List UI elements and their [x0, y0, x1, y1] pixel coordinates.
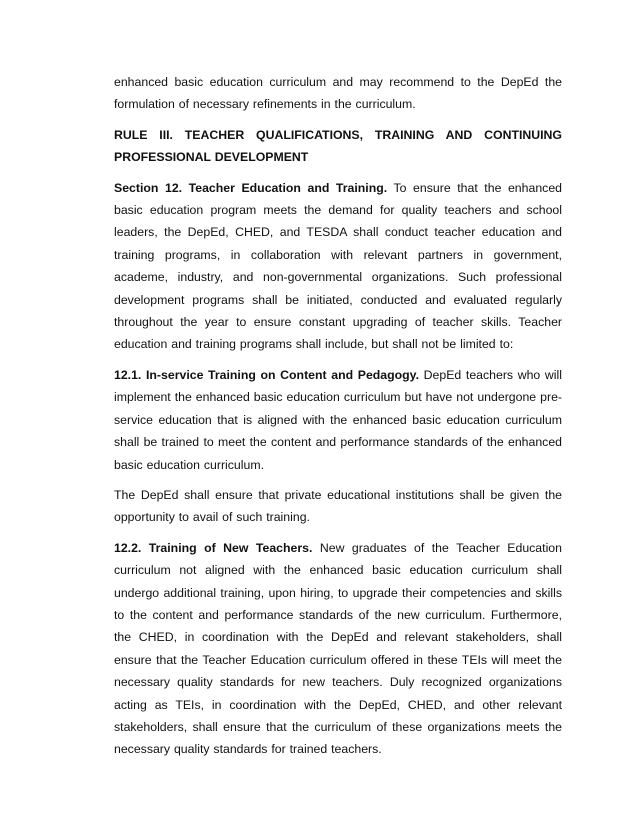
subsection-12-1-paragraph	[114, 364, 562, 476]
subsection-12-1-body: DepEd teachers who will implement the enhanced basic education curriculum but have not undergone pre-service education that is aligned with the enhanced basic education curriculum shall be trained to meet the content and performance standards of the enhanced basic education curriculum.	[114, 367, 562, 472]
document-body	[114, 71, 562, 761]
subsection-12-2-heading: 12.2. Training of New Teachers.	[114, 540, 313, 555]
subsection-12-1-heading: 12.1. In-service Training on Content and Pedagogy.	[114, 367, 420, 382]
section-12-heading: Section 12. Teacher Education and Training.	[114, 180, 388, 195]
section-12-paragraph	[114, 177, 562, 356]
private-institutions-paragraph: The DepEd shall ensure that private educational institutions shall be given the opportunity to avail of such training.	[114, 487, 562, 525]
section-12-body: To ensure that the enhanced basic education program meets the demand for quality teachers and school leaders, the DepEd, CHED, and TESDA shall conduct teacher education and training programs, in collaboration with relevant partners in government, academe, industry, and non-governmental organizations. Such professional development programs shall be initiated, conducted and evaluated regularly throughout the year to ensure constant upgrading of teacher skills. Teacher education and training programs shall include, but shall not be limited to:	[114, 180, 562, 352]
rule-heading: RULE III. TEACHER QUALIFICATIONS, TRAINING AND CONTINUING PROFESSIONAL DEVELOPMENT	[114, 127, 562, 165]
intro-paragraph: enhanced basic education curriculum and may recommend to the DepEd the formulation of necessary refinements in the curriculum.	[114, 75, 562, 112]
subsection-12-2-body: New graduates of the Teacher Education curriculum not aligned with the enhanced basic education curriculum shall undergo additional training, upon hiring, to upgrade their competencies and skills to the content and performance standards of the new curriculum. Furthermore, the CHED, in coordination with the DepEd and relevant stakeholders, shall ensure that the Teacher Education curriculum offered in these TEIs will meet the necessary quality standards for new teachers. Duly recognized organizations acting as TEIs, in coordination with the DepEd, CHED, and other relevant stakeholders, shall ensure that the curriculum of these organizations meets the necessary quality standards for trained teachers.	[114, 540, 562, 757]
subsection-12-2-paragraph	[114, 537, 562, 761]
